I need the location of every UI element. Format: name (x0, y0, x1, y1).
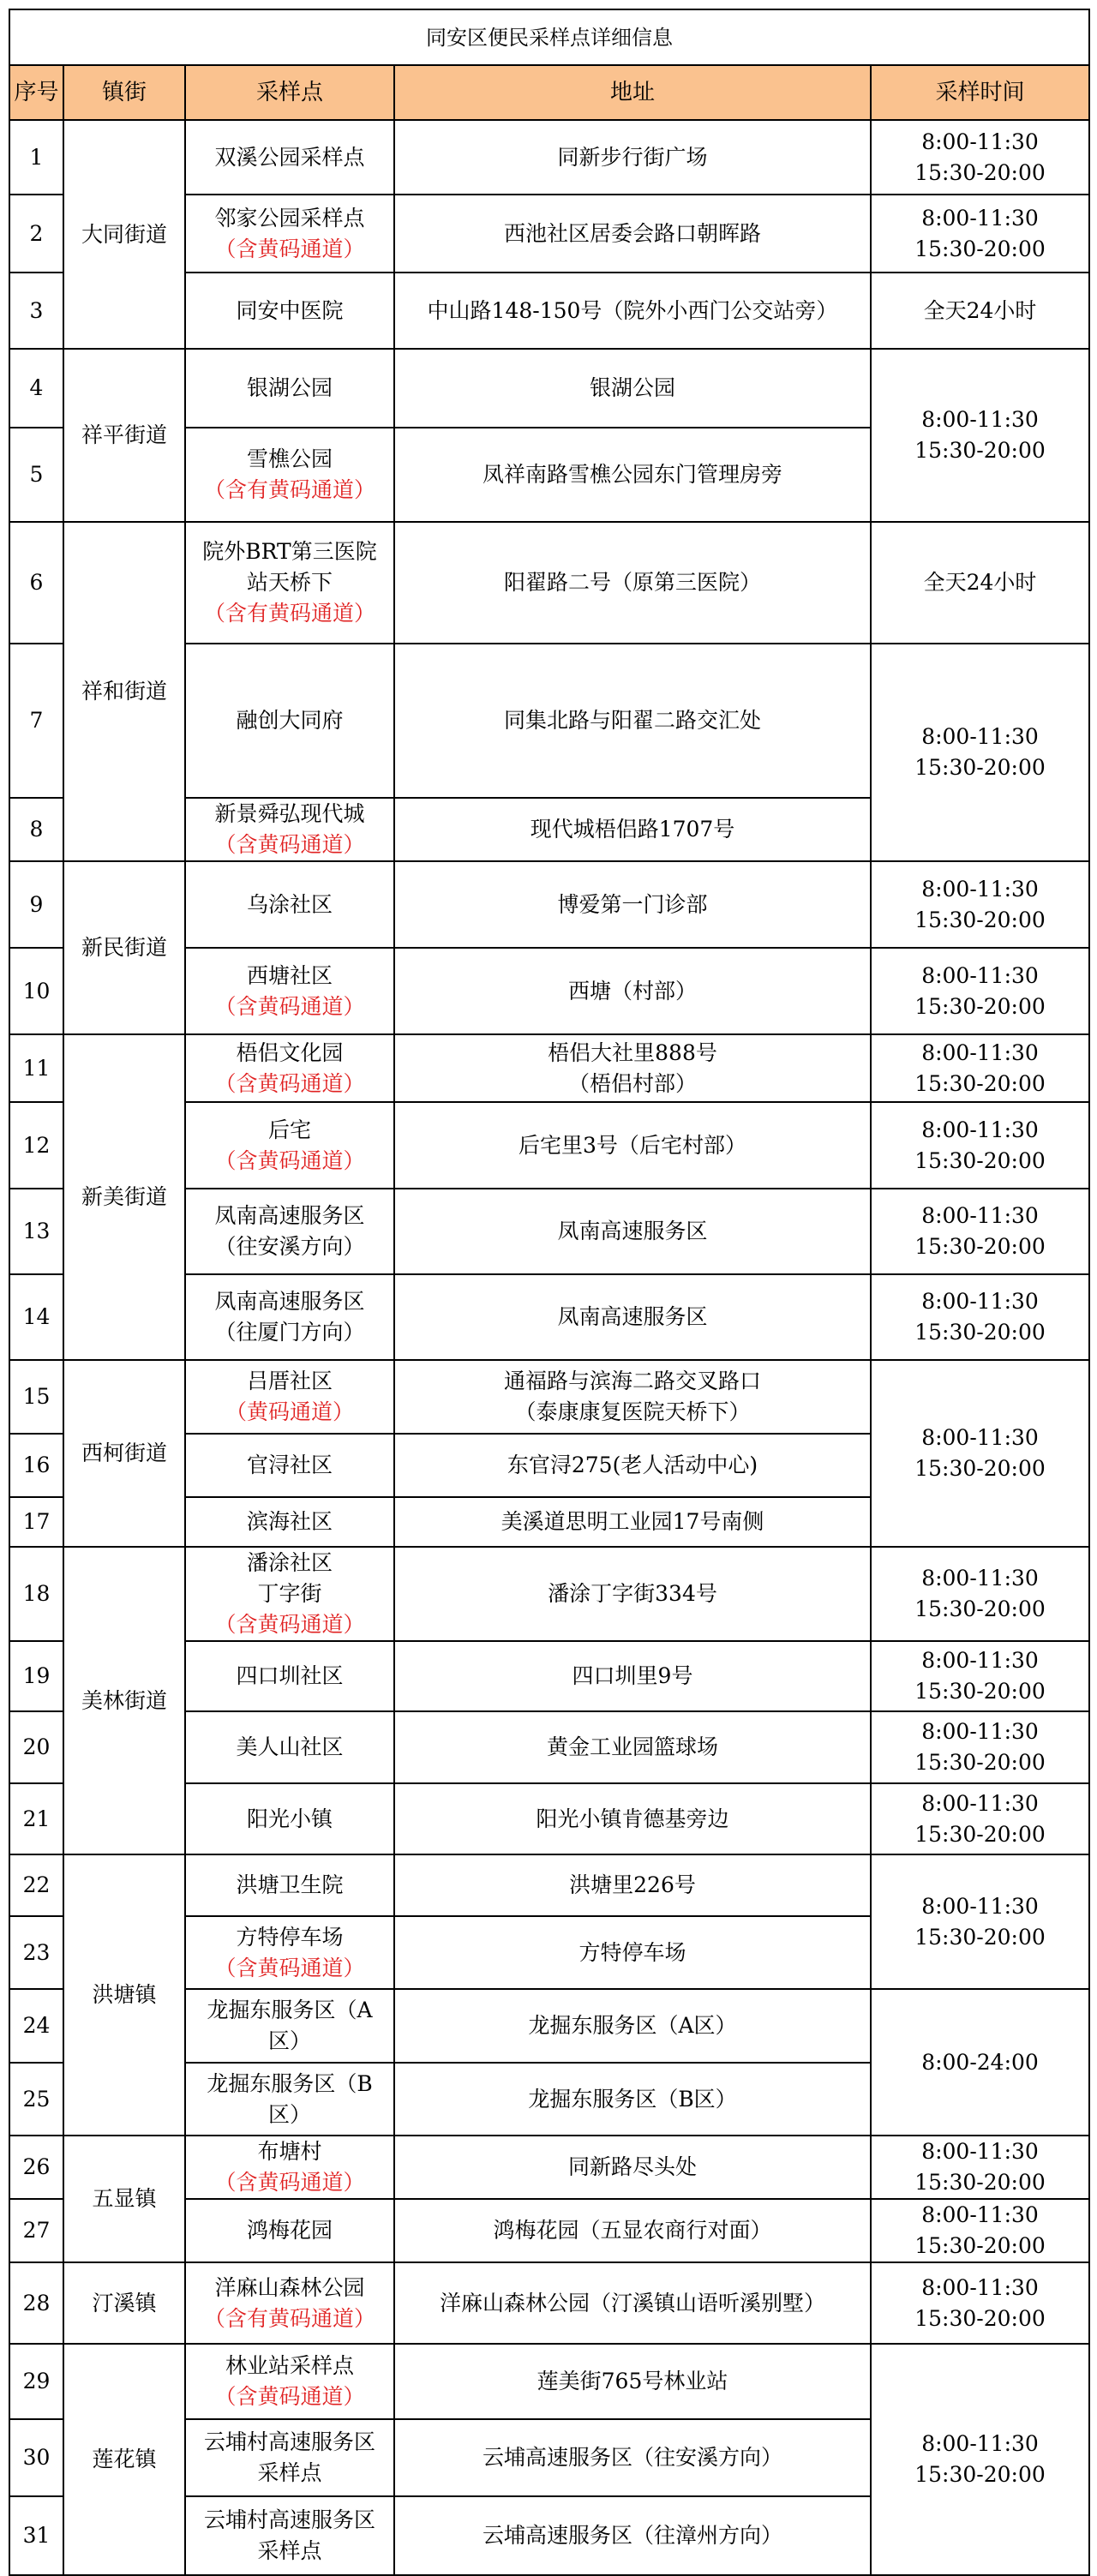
town-cell: 新美街道 (63, 1034, 185, 1360)
header-address: 地址 (394, 65, 871, 120)
time-morning: 8:00-11:30 (921, 1289, 1039, 1314)
row-number: 12 (9, 1102, 63, 1189)
site-cell (185, 798, 394, 861)
table-row (9, 2344, 1089, 2419)
time-afternoon: 15:30-20:00 (914, 159, 1046, 185)
time-morning: 8:00-11:30 (921, 2274, 1039, 2300)
time-afternoon: 15:30-20:00 (914, 2305, 1046, 2331)
yellow-code-note: （黄码通道） (225, 1399, 354, 1424)
site-name-line2: 采样点 (257, 2538, 322, 2563)
row-number: 19 (9, 1641, 63, 1711)
site-name: 龙掘东服务区（A (207, 1998, 373, 2022)
time-afternoon: 15:30-20:00 (914, 1320, 1046, 1345)
address-cell (394, 1916, 871, 1989)
site-name: 双溪公园采样点 (214, 144, 365, 170)
header-number: 序号 (9, 65, 63, 120)
site-name: 官浔社区 (246, 1453, 333, 1477)
site-name: 后宅 (267, 1117, 311, 1142)
table-row (9, 522, 1089, 644)
table-row (9, 120, 1089, 195)
time-afternoon: 15:30-20:00 (914, 907, 1046, 932)
address-line: 美溪道思明工业园17号南侧 (501, 1509, 764, 1534)
site-name: 融创大同府 (236, 708, 344, 733)
time-cell (871, 1854, 1089, 1989)
address-line: 阳翟路二号（原第三医院） (503, 570, 761, 595)
time-cell (871, 1274, 1089, 1360)
site-name: 滨海社区 (246, 1509, 333, 1534)
time-afternoon: 15:30-20:00 (914, 236, 1046, 261)
address-line: 云埔高速服务区（往漳州方向） (482, 2523, 782, 2548)
yellow-code-note: （含有黄码通道） (203, 477, 375, 502)
yellow-code-note: （含黄码通道） (214, 1070, 365, 1096)
site-name-line2: （往厦门方向） (214, 1320, 365, 1345)
site-cell (185, 2419, 394, 2496)
time-cell (871, 2344, 1089, 2575)
address-cell (394, 428, 871, 522)
site-name: 院外BRT第三医院 (202, 539, 377, 564)
address-line: 西池社区居委会路口朝晖路 (503, 220, 761, 246)
town-cell: 祥和街道 (63, 522, 185, 861)
time-morning: 8:00-11:30 (921, 1566, 1039, 1591)
address-cell (394, 1274, 871, 1360)
time-morning: 8:00-11:30 (921, 1790, 1039, 1816)
address-cell (394, 2199, 871, 2262)
site-name: 云埔村高速服务区 (203, 2507, 375, 2532)
address-line: 西塘（村部） (567, 978, 697, 1003)
site-cell (185, 1711, 394, 1783)
time-cell (871, 1547, 1089, 1641)
site-name: 鸿梅花园 (246, 2218, 333, 2243)
time-cell (871, 120, 1089, 195)
address-line: 阳光小镇肯德基旁边 (536, 1806, 729, 1831)
address-cell (394, 195, 871, 273)
site-name: 龙掘东服务区（B (207, 2070, 373, 2096)
town-cell: 新民街道 (63, 861, 185, 1034)
site-cell (185, 428, 394, 522)
time-cell (871, 2262, 1089, 2344)
time-morning: 8:00-11:30 (921, 876, 1039, 902)
time-afternoon: 15:30-20:00 (914, 1456, 1046, 1481)
time-afternoon: 15:30-20:00 (914, 755, 1046, 780)
row-number: 26 (9, 2136, 63, 2199)
time-cell (871, 522, 1089, 644)
address-line: 现代城梧侣路1707号 (530, 817, 735, 842)
time-morning: 8:00-11:30 (921, 1425, 1039, 1450)
site-cell (185, 273, 394, 349)
site-cell (185, 644, 394, 798)
address-line: 凤南高速服务区 (557, 1304, 708, 1329)
site-name: 雪樵公园 (246, 446, 333, 471)
time-afternoon: 15:30-20:00 (914, 1750, 1046, 1775)
address-cell (394, 948, 871, 1034)
address-line: 通福路与滨海二路交叉路口 (503, 1369, 761, 1393)
site-cell (185, 2199, 394, 2262)
time-afternoon: 15:30-20:00 (914, 1679, 1046, 1704)
site-cell (185, 1916, 394, 1989)
time-afternoon: 15:30-20:00 (914, 1147, 1046, 1173)
row-number: 29 (9, 2344, 63, 2419)
site-cell (185, 2344, 394, 2419)
site-cell (185, 861, 394, 948)
table-row (9, 1034, 1089, 1102)
address-line: 龙掘东服务区（A区） (528, 2013, 737, 2038)
address-line: 梧侣大社里888号 (548, 1039, 717, 1065)
time-morning: 8:00-11:30 (921, 1893, 1039, 1919)
address-line: 东官浔275(老人活动中心) (507, 1453, 758, 1477)
site-name: 阳光小镇 (246, 1806, 333, 1831)
table-title: 同安区便民采样点详细信息 (9, 9, 1089, 65)
time-morning: 8:00-11:30 (921, 2431, 1039, 2456)
table-row (9, 1360, 1089, 1434)
site-cell (185, 2063, 394, 2136)
yellow-code-note: （含黄码通道） (214, 1955, 365, 1980)
site-cell (185, 1783, 394, 1854)
address-line: 凤祥南路雪樵公园东门管理房旁 (482, 462, 782, 487)
site-name-line2: 区） (267, 2028, 311, 2053)
time-afternoon: 15:30-20:00 (914, 1234, 1046, 1259)
row-number: 2 (9, 195, 63, 273)
address-cell (394, 1189, 871, 1274)
time-morning: 8:00-11:30 (921, 2139, 1039, 2164)
address-line: 洋麻山森林公园（汀溪镇山语听溪别墅） (439, 2290, 825, 2315)
site-cell (185, 948, 394, 1034)
yellow-code-note: （含有黄码通道） (203, 2305, 375, 2331)
address-cell (394, 1497, 871, 1547)
site-cell (185, 195, 394, 273)
address-line: 同集北路与阳翟二路交汇处 (503, 708, 761, 733)
time-cell (871, 861, 1089, 948)
address-line: 鸿梅花园（五显农商行对面） (493, 2218, 772, 2243)
address-cell (394, 798, 871, 861)
row-number: 18 (9, 1547, 63, 1641)
address-line: 方特停车场 (578, 1939, 686, 1965)
site-name-line2: 丁字街 (257, 1581, 322, 1606)
address-cell (394, 1102, 871, 1189)
yellow-code-note: （含黄码通道） (214, 1147, 365, 1173)
row-number: 7 (9, 644, 63, 798)
site-name: 布塘村 (257, 2139, 322, 2164)
time-cell (871, 1783, 1089, 1854)
address-line: 中山路148-150号（院外小西门公交站旁） (427, 297, 838, 323)
site-cell (185, 2136, 394, 2199)
town-cell: 洪塘镇 (63, 1854, 185, 2136)
address-line: 龙掘东服务区（B区） (528, 2086, 737, 2112)
address-cell (394, 644, 871, 798)
sampling-sites-table (9, 9, 1090, 2576)
site-name: 西塘社区 (246, 962, 333, 988)
row-number: 1 (9, 120, 63, 195)
time-afternoon: 15:30-20:00 (914, 2462, 1046, 2487)
row-number: 14 (9, 1274, 63, 1360)
table-row (9, 2262, 1089, 2344)
time-afternoon: 15:30-20:00 (914, 993, 1046, 1019)
site-name: 洪塘卫生院 (236, 1872, 344, 1897)
row-number: 25 (9, 2063, 63, 2136)
address-cell (394, 2262, 871, 2344)
address-cell (394, 1854, 871, 1916)
time-morning: 8:00-24:00 (921, 2049, 1039, 2075)
site-name: 吕厝社区 (246, 1369, 333, 1393)
address-cell (394, 1434, 871, 1497)
address-line: 银湖公园 (589, 375, 675, 400)
address-line: 凤南高速服务区 (557, 1219, 708, 1243)
site-name: 同安中医院 (236, 297, 344, 323)
row-number: 15 (9, 1360, 63, 1434)
address-line2: （梧侣村部） (567, 1070, 697, 1096)
site-name-line2: 区） (267, 2101, 311, 2127)
address-line: 同新步行街广场 (557, 144, 708, 170)
time-morning: 8:00-11:30 (921, 1117, 1039, 1142)
time-cell (871, 1360, 1089, 1547)
time-cell (871, 1189, 1089, 1274)
site-name: 美人山社区 (236, 1734, 344, 1759)
site-cell (185, 120, 394, 195)
row-number: 28 (9, 2262, 63, 2344)
town-cell: 汀溪镇 (63, 2262, 185, 2344)
table-row (9, 1547, 1089, 1641)
site-name: 新景舜弘现代城 (214, 801, 365, 826)
time-morning: 8:00-11:30 (921, 1203, 1039, 1228)
time-cell (871, 273, 1089, 349)
address-cell (394, 1641, 871, 1711)
address-line: 潘涂丁字街334号 (548, 1581, 717, 1606)
site-cell (185, 2496, 394, 2575)
time-morning: 全天24小时 (923, 570, 1037, 595)
site-cell (185, 1034, 394, 1102)
address-cell (394, 1547, 871, 1641)
row-number: 11 (9, 1034, 63, 1102)
town-cell: 大同街道 (63, 120, 185, 349)
time-cell (871, 195, 1089, 273)
time-cell (871, 948, 1089, 1034)
table-row (9, 861, 1089, 948)
row-number: 8 (9, 798, 63, 861)
site-name-line2: （往安溪方向） (214, 1234, 365, 1259)
time-afternoon: 15:30-20:00 (914, 1597, 1046, 1621)
site-cell (185, 1989, 394, 2063)
time-afternoon: 15:30-20:00 (914, 2170, 1046, 2195)
row-number: 17 (9, 1497, 63, 1547)
time-afternoon: 15:30-20:00 (914, 1821, 1046, 1847)
town-cell: 五显镇 (63, 2136, 185, 2262)
row-number: 22 (9, 1854, 63, 1916)
site-name: 四口圳社区 (236, 1663, 344, 1688)
address-cell (394, 1783, 871, 1854)
row-number: 20 (9, 1711, 63, 1783)
address-cell (394, 1711, 871, 1783)
table-row (9, 1854, 1089, 1916)
town-cell: 莲花镇 (63, 2344, 185, 2575)
address-cell (394, 1034, 871, 1102)
table-row (9, 349, 1089, 428)
time-cell (871, 1989, 1089, 2136)
town-cell: 美林街道 (63, 1547, 185, 1854)
site-name: 凤南高速服务区 (214, 1289, 365, 1314)
site-name: 银湖公园 (246, 375, 333, 400)
yellow-code-note: （含黄码通道） (214, 1612, 365, 1637)
row-number: 16 (9, 1434, 63, 1497)
address-line: 黄金工业园篮球场 (546, 1734, 718, 1759)
site-cell (185, 2262, 394, 2344)
address-line: 莲美街765号林业站 (537, 2369, 728, 2393)
site-cell (185, 349, 394, 428)
address-cell (394, 1989, 871, 2063)
site-name: 云埔村高速服务区 (203, 2429, 375, 2454)
time-cell (871, 644, 1089, 861)
site-name: 方特停车场 (236, 1924, 344, 1950)
time-cell (871, 1102, 1089, 1189)
site-name-line2: 采样点 (257, 2460, 322, 2485)
address-line: 同新路尽头处 (567, 2154, 697, 2179)
yellow-code-note: （含黄码通道） (214, 2170, 365, 2195)
address-cell (394, 349, 871, 428)
time-cell (871, 2199, 1089, 2262)
address-line: 后宅里3号（后宅村部） (519, 1132, 746, 1158)
address-cell (394, 861, 871, 948)
yellow-code-note: （含黄码通道） (214, 2384, 365, 2409)
site-cell (185, 1102, 394, 1189)
address-line: 云埔高速服务区（往安溪方向） (482, 2445, 782, 2470)
row-number: 3 (9, 273, 63, 349)
time-morning: 8:00-11:30 (921, 1648, 1039, 1673)
time-cell (871, 349, 1089, 522)
table-row (9, 2136, 1089, 2199)
site-name: 林业站采样点 (225, 2353, 354, 2378)
row-number: 27 (9, 2199, 63, 2262)
time-morning: 8:00-11:30 (921, 205, 1039, 231)
time-afternoon: 15:30-20:00 (914, 1070, 1046, 1096)
time-morning: 全天24小时 (923, 297, 1037, 323)
site-cell (185, 1189, 394, 1274)
site-name-line2: 站天桥下 (246, 570, 333, 595)
address-cell (394, 2419, 871, 2496)
address-cell (394, 120, 871, 195)
time-morning: 8:00-11:30 (921, 1039, 1039, 1065)
time-afternoon: 15:30-20:00 (914, 2233, 1046, 2258)
header-time: 采样时间 (871, 65, 1089, 120)
address-cell (394, 1360, 871, 1434)
time-cell (871, 1641, 1089, 1711)
row-number: 5 (9, 428, 63, 522)
site-name: 潘涂社区 (246, 1550, 333, 1575)
header-site: 采样点 (185, 65, 394, 120)
address-cell (394, 273, 871, 349)
time-morning: 8:00-11:30 (921, 1719, 1039, 1744)
site-name: 邻家公园采样点 (214, 205, 365, 231)
address-cell (394, 2136, 871, 2199)
address-line: 洪塘里226号 (569, 1872, 696, 1897)
time-morning: 8:00-11:30 (921, 129, 1039, 154)
header-town: 镇街 (63, 65, 185, 120)
yellow-code-note: （含黄码通道） (214, 832, 365, 857)
row-number: 9 (9, 861, 63, 948)
site-name: 凤南高速服务区 (214, 1203, 365, 1228)
address-cell (394, 2063, 871, 2136)
row-number: 10 (9, 948, 63, 1034)
site-name: 洋麻山森林公园 (214, 2274, 365, 2300)
site-cell (185, 522, 394, 644)
address-line: 四口圳里9号 (572, 1663, 693, 1688)
site-cell (185, 1274, 394, 1360)
row-number: 6 (9, 522, 63, 644)
site-cell (185, 1547, 394, 1641)
site-cell (185, 1434, 394, 1497)
time-morning: 8:00-11:30 (921, 962, 1039, 988)
town-cell: 西柯街道 (63, 1360, 185, 1547)
site-cell (185, 1497, 394, 1547)
address-cell (394, 2496, 871, 2575)
yellow-code-note: （含黄码通道） (214, 236, 365, 261)
time-afternoon: 15:30-20:00 (914, 438, 1046, 463)
time-cell (871, 1711, 1089, 1783)
row-number: 13 (9, 1189, 63, 1274)
time-morning: 8:00-11:30 (921, 2202, 1039, 2227)
address-line: 博爱第一门诊部 (557, 891, 708, 917)
yellow-code-note: （含有黄码通道） (203, 601, 375, 626)
site-cell (185, 1641, 394, 1711)
address-line2: （泰康康复医院天桥下） (514, 1399, 751, 1424)
time-cell (871, 2136, 1089, 2199)
site-name: 乌涂社区 (246, 891, 333, 917)
town-cell: 祥平街道 (63, 349, 185, 522)
yellow-code-note: （含黄码通道） (214, 993, 365, 1019)
address-cell (394, 2344, 871, 2419)
row-number: 4 (9, 349, 63, 428)
row-number: 31 (9, 2496, 63, 2575)
row-number: 23 (9, 1916, 63, 1989)
time-morning: 8:00-11:30 (921, 724, 1039, 749)
site-name: 梧侣文化园 (236, 1039, 344, 1065)
row-number: 24 (9, 1989, 63, 2063)
row-number: 21 (9, 1783, 63, 1854)
site-cell (185, 1854, 394, 1916)
address-cell (394, 522, 871, 644)
row-number: 30 (9, 2419, 63, 2496)
time-morning: 8:00-11:30 (921, 407, 1039, 432)
time-cell (871, 1034, 1089, 1102)
time-afternoon: 15:30-20:00 (914, 1924, 1046, 1950)
site-cell (185, 1360, 394, 1434)
